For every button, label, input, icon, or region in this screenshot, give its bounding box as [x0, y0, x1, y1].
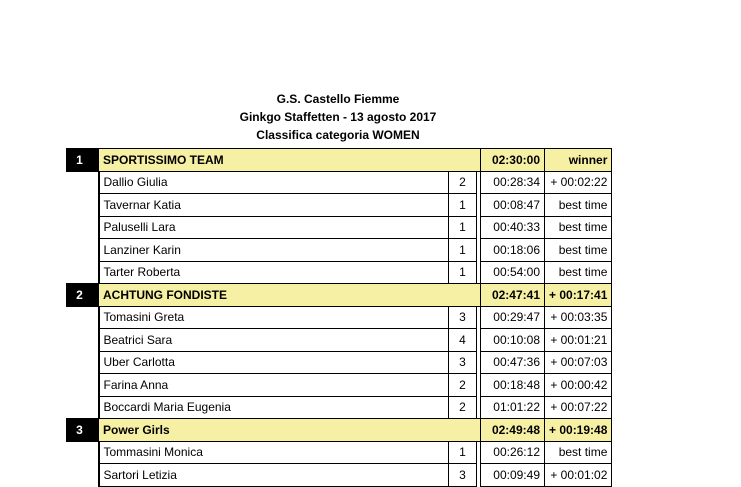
team-row [67, 149, 612, 172]
rank-spacer [67, 239, 99, 262]
runner-row [67, 306, 612, 329]
team-row [67, 284, 612, 307]
runner-gap: + 00:01:21 [545, 329, 612, 352]
results-body [67, 149, 612, 487]
runner-row [67, 216, 612, 239]
runner-gap: best time [545, 239, 612, 262]
rank-spacer [67, 306, 99, 329]
runner-gap: + 00:07:03 [545, 351, 612, 374]
runner-name: Sartori Letizia [99, 464, 449, 487]
rank-spacer [67, 329, 99, 352]
runner-time: 00:18:06 [481, 239, 545, 262]
runner-leg: 1 [449, 216, 477, 239]
runner-leg: 1 [449, 194, 477, 217]
team-time: 02:47:41 [481, 284, 545, 307]
runner-gap: + 00:03:35 [545, 306, 612, 329]
runner-time: 00:08:47 [481, 194, 545, 217]
runner-gap: best time [545, 216, 612, 239]
team-rank: 3 [67, 419, 99, 442]
runner-name: Dallio Giulia [99, 171, 449, 194]
runner-row [67, 194, 612, 217]
runner-name: Uber Carlotta [99, 351, 449, 374]
runner-name: Boccardi Maria Eugenia [99, 396, 449, 419]
runner-time: 00:54:00 [481, 261, 545, 284]
event-title: Ginkgo Staffetten - 13 agosto 2017 [239, 110, 437, 124]
rank-spacer [67, 216, 99, 239]
runner-gap: best time [545, 194, 612, 217]
team-rank: 2 [67, 284, 99, 307]
team-gap: + 00:19:48 [545, 419, 612, 442]
runner-name: Farina Anna [99, 374, 449, 397]
team-row [67, 419, 612, 442]
runner-gap: + 00:01:02 [545, 464, 612, 487]
rank-spacer [67, 171, 99, 194]
runner-leg: 2 [449, 171, 477, 194]
team-name: Power Girls [99, 419, 481, 442]
runner-gap: + 00:07:22 [545, 396, 612, 419]
runner-time: 00:26:12 [481, 441, 545, 464]
runner-leg: 1 [449, 239, 477, 262]
team-name: SPORTISSIMO TEAM [99, 149, 481, 172]
runner-gap: best time [545, 261, 612, 284]
rank-spacer [67, 261, 99, 284]
team-gap: winner [545, 149, 612, 172]
team-time: 02:49:48 [481, 419, 545, 442]
runner-time: 00:28:34 [481, 171, 545, 194]
team-gap: + 00:17:41 [545, 284, 612, 307]
runner-name: Beatrici Sara [99, 329, 449, 352]
runner-leg: 3 [449, 464, 477, 487]
runner-time: 00:18:48 [481, 374, 545, 397]
runner-row [67, 351, 612, 374]
rank-spacer [67, 396, 99, 419]
runner-name: Tomasini Greta [99, 306, 449, 329]
runner-gap: + 00:00:42 [545, 374, 612, 397]
club-name: G.S. Castello Fiemme [276, 92, 400, 106]
category-title: Classifica categoria WOMEN [256, 128, 420, 142]
runner-time: 00:47:36 [481, 351, 545, 374]
team-name: ACHTUNG FONDISTE [99, 284, 481, 307]
runner-time: 00:40:33 [481, 216, 545, 239]
runner-leg: 1 [449, 261, 477, 284]
rank-spacer [67, 441, 99, 464]
runner-leg: 4 [449, 329, 477, 352]
runner-leg: 3 [449, 306, 477, 329]
runner-name: Tarter Roberta [99, 261, 449, 284]
runner-row [67, 171, 612, 194]
runner-row [67, 396, 612, 419]
runner-row [67, 464, 612, 487]
rank-spacer [67, 464, 99, 487]
runner-name: Tavernar Katia [99, 194, 449, 217]
rank-spacer [67, 374, 99, 397]
runner-leg: 2 [449, 374, 477, 397]
document-header [0, 90, 676, 144]
team-time: 02:30:00 [481, 149, 545, 172]
runner-leg: 2 [449, 396, 477, 419]
runner-time: 00:09:49 [481, 464, 545, 487]
runner-name: Tommasini Monica [99, 441, 449, 464]
runner-row [67, 239, 612, 262]
runner-name: Lanziner Karin [99, 239, 449, 262]
runner-row [67, 374, 612, 397]
rank-spacer [67, 194, 99, 217]
runner-row [67, 329, 612, 352]
runner-gap: best time [545, 441, 612, 464]
runner-name: Paluselli Lara [99, 216, 449, 239]
runner-row [67, 261, 612, 284]
rank-spacer [67, 351, 99, 374]
runner-leg: 3 [449, 351, 477, 374]
runner-time: 00:10:08 [481, 329, 545, 352]
runner-time: 00:29:47 [481, 306, 545, 329]
runner-gap: + 00:02:22 [545, 171, 612, 194]
results-table [66, 148, 612, 487]
runner-row [67, 441, 612, 464]
runner-time: 01:01:22 [481, 396, 545, 419]
runner-leg: 1 [449, 441, 477, 464]
team-rank: 1 [67, 149, 99, 172]
